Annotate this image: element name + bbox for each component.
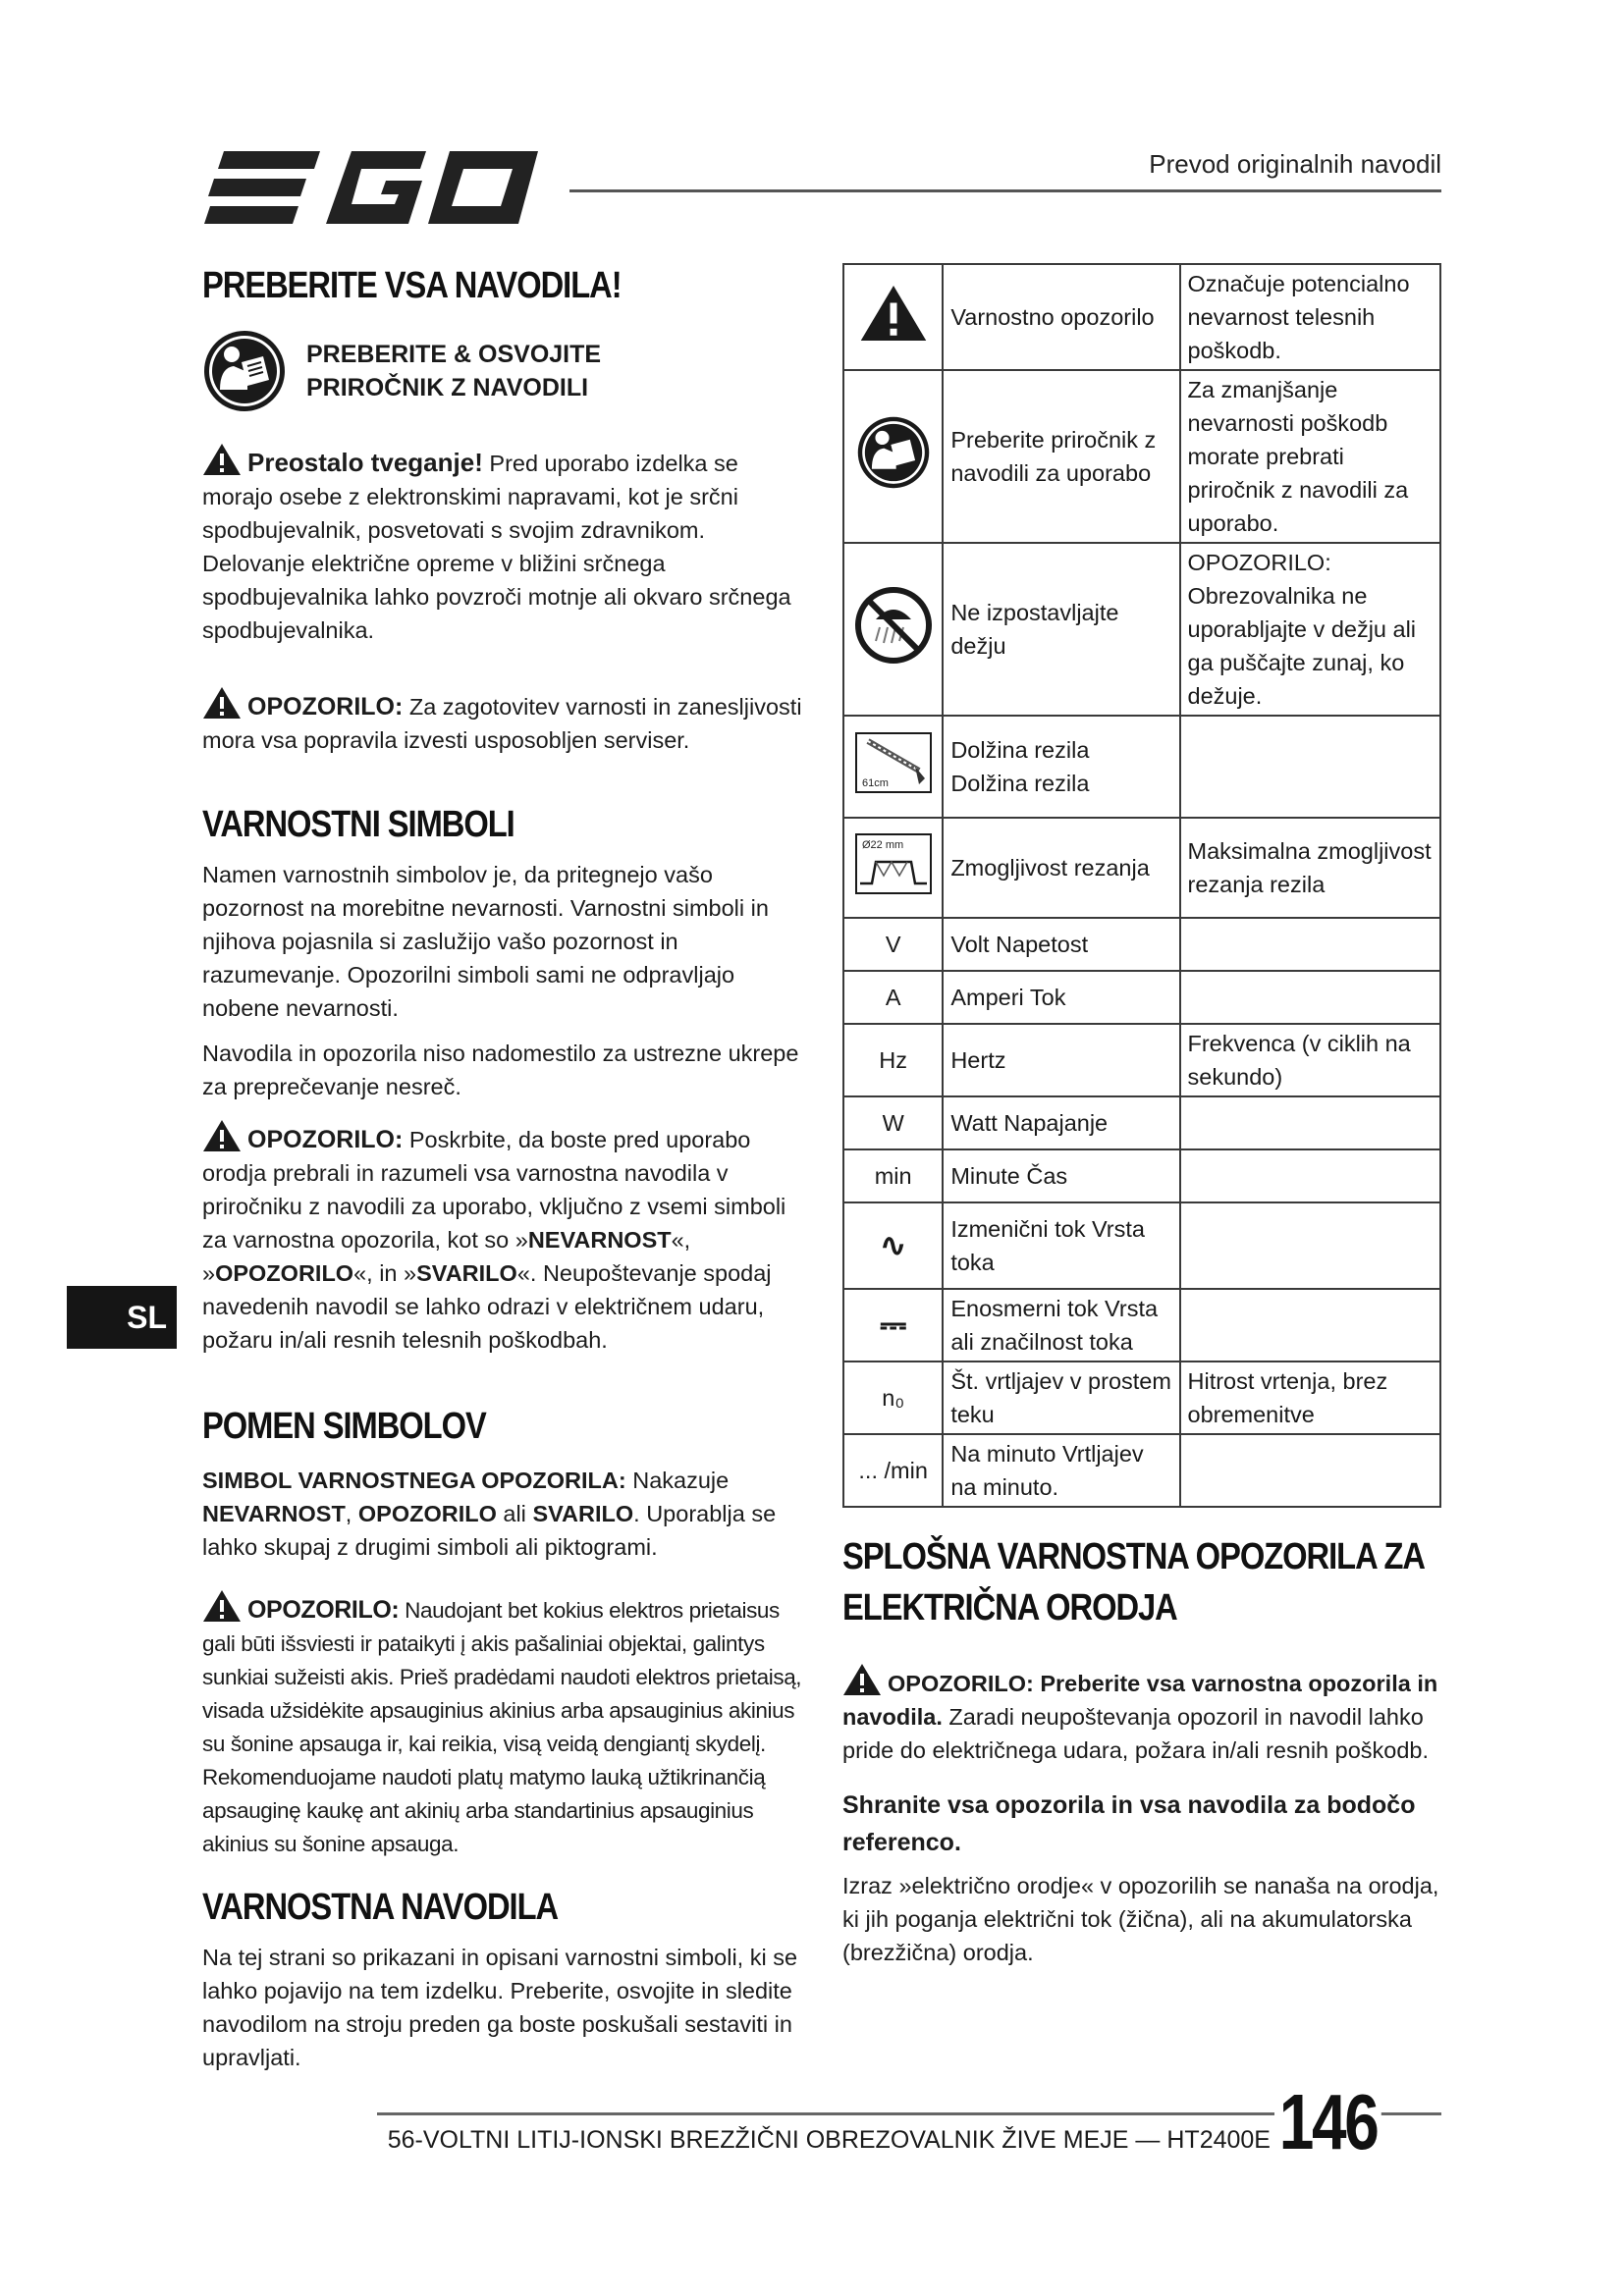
- symbol-cell: [843, 543, 943, 716]
- symbol-name-cell: Na minuto Vrtljajev na minuto.: [943, 1434, 1179, 1507]
- symbol-name-cell: Hertz: [943, 1024, 1179, 1096]
- footer-title: 56-VOLTNI LITIJ-IONSKI BREZŽIČNI OBREZOVALNIK ŽIVE MEJE — HT2400E: [387, 2126, 1271, 2154]
- symbol-description-cell: Frekvenca (v ciklih na sekundo): [1180, 1024, 1441, 1096]
- symbol-table-row: [843, 1434, 1440, 1507]
- symbol-cell: [843, 370, 943, 543]
- keep-instructions-heading: Shranite vsa opozorila in vsa navodila za bodočo referenco.: [842, 1791, 1416, 1856]
- symbol-table-row: [843, 1024, 1440, 1096]
- symbol-table-row: [843, 918, 1440, 971]
- symbol-cell: V: [843, 918, 943, 971]
- symbol-table-row: [843, 1202, 1440, 1289]
- symbol-table-row: [843, 543, 1440, 716]
- header-title: Prevod originalnih navodil: [1149, 149, 1441, 179]
- warning-label: OPOZORILO:: [247, 1126, 404, 1153]
- heading-safety-instructions: VARNOSTNA NAVODILA: [202, 1887, 559, 1928]
- symbol-table-row: [843, 264, 1440, 370]
- warning-body: «, in »: [353, 1260, 417, 1286]
- symbol-table-row: [843, 971, 1440, 1024]
- warning-triangle-icon: [202, 1589, 242, 1623]
- warning-triangle-icon: [202, 686, 242, 720]
- svg-text:Ø22 mm: Ø22 mm: [861, 838, 903, 851]
- read-manual-icon: [202, 329, 287, 413]
- language-tab: SL: [67, 1286, 177, 1349]
- symbol-table-row: [843, 1289, 1440, 1362]
- symbol-cell: ∿: [843, 1202, 943, 1289]
- warning-body: Naudojant bet kokius elektros prietaisus gali būti išsviesti ir pataikyti į akis pašaliniai objektai, galintys sunkiai sužeisti akis. Prieš pradėdami naudoti elektros prietaisą, visada užsidėkite apsauginius akinius arba apsauginius akinius su šonine apsauga ir, kai reikia, visą veidą dengiantį skydelį. Rekomenduojame naudoti platų matymo lauką užtikrinančią apsauginę kaukę ant akinių arba standartinius apsauginius akinius su šonine apsauga.: [202, 1598, 802, 1856]
- header-rule: [569, 189, 1441, 192]
- right-column: [842, 1531, 1441, 1969]
- symbol-cell: [843, 264, 943, 370]
- left-column: [202, 265, 811, 2074]
- symbols-paragraph-2: Navodila in opozorila niso nadomestilo za ustrezne ukrepe za preprečevanje nesreč.: [202, 1041, 799, 1099]
- symbol-table-row: [843, 1149, 1440, 1202]
- warning-label: OPOZORILO:: [247, 693, 404, 721]
- symbol-name-cell: Dolžina rezila Dolžina rezila: [943, 716, 1179, 818]
- residual-risk-body: Pred uporabo izdelka se morajo osebe z elektronskimi napravami, kot je srčni spodbujevalnik, posvetovati s svojim zdravnikom. Delovanje električne opreme v bližini srčnega spodbujevalnika lahko povzroči motnje ali okvaro srčnega spodbujevalnika.: [202, 451, 791, 643]
- read-manual-icon: [856, 415, 931, 490]
- symbol-description-cell: Za zmanjšanje nevarnosti poškodb morate prebrati priročnik z navodili za uporabo.: [1180, 370, 1441, 543]
- meaning-label: SIMBOL VARNOSTNEGA OPOZORILA:: [202, 1468, 626, 1493]
- keyword-danger: NEVARNOST: [527, 1227, 672, 1253]
- meaning-body: ,: [345, 1501, 358, 1526]
- heading-safety-symbols: VARNOSTNI SIMBOLI: [202, 804, 514, 845]
- symbol-name-cell: Izmenični tok Vrsta toka: [943, 1202, 1179, 1289]
- meaning-paragraph: [202, 1464, 811, 1564]
- symbol-name-cell: Volt Napetost: [943, 918, 1179, 971]
- symbol-name-cell: Minute Čas: [943, 1149, 1179, 1202]
- cutting-capacity-icon: [854, 832, 933, 895]
- symbol-table-row: [843, 818, 1440, 918]
- warning-eye-paragraph: [202, 1589, 811, 1861]
- manual-line-2: PRIROČNIK Z NAVODILI: [306, 374, 589, 401]
- symbol-description-cell: [1180, 1149, 1441, 1202]
- symbol-name-cell: Zmogljivost rezanja: [943, 818, 1179, 918]
- heading-symbol-meaning: POMEN SIMBOLOV: [202, 1406, 486, 1447]
- heading-read-instructions: PREBERITE VSA NAVODILA!: [202, 265, 622, 306]
- symbol-description-cell: [1180, 716, 1441, 818]
- symbol-name-cell: Amperi Tok: [943, 971, 1179, 1024]
- meaning-body: Nakazuje: [625, 1468, 730, 1493]
- heading-general-warnings: SPLOŠNA VARNOSTNA OPOZORILA ZA ELEKTRIČNA ORODJA: [842, 1536, 1424, 1629]
- meaning-body: . Uporablja se lahko skupaj z drugimi simboli ali piktogrami.: [202, 1501, 777, 1560]
- general-warning-label: OPOZORILO: Preberite vsa varnostna opozorila in navodila.: [842, 1671, 1438, 1730]
- residual-risk-paragraph: [202, 443, 811, 647]
- symbol-cell: n₀: [843, 1362, 943, 1434]
- warning-triangle-icon: [202, 1119, 242, 1152]
- keyword-warning: OPOZORILO: [357, 1501, 497, 1526]
- symbol-cell: min: [843, 1149, 943, 1202]
- symbol-cell: ⎓: [843, 1289, 943, 1362]
- symbol-description-cell: Hitrost vrtenja, brez obremenitve: [1180, 1362, 1441, 1434]
- blade-length-icon: [854, 731, 933, 794]
- warning-body: Za zagotovitev varnosti in zanesljivosti mora vsa popravila izvesti usposobljen serviser.: [202, 694, 802, 753]
- warning-triangle-icon: [859, 283, 928, 344]
- symbol-name-cell: Preberite priročnik z navodili za uporabo: [943, 370, 1179, 543]
- general-warning-paragraph: [842, 1663, 1441, 1767]
- symbols-paragraph-1: Namen varnostnih simbolov je, da pritegnejo vašo pozornost na morebitne nevarnosti. Varnostni simboli in njihova pojasnila si zaslužijo vašo pozornost in razumevanje. Opozorilni simboli sami ne odpravljajo nobene nevarnosti.: [202, 862, 769, 1021]
- symbol-name-cell: Varnostno opozorilo: [943, 264, 1179, 370]
- symbol-description-cell: OPOZORILO: Obrezovalnika ne uporabljajte v dežju ali ga puščajte zunaj, ko dežuje.: [1180, 543, 1441, 716]
- instructions-paragraph: Na tej strani so prikazani in opisani varnostni simboli, ki se lahko pojavijo na tem izdelku. Preberite, osvojite in sledite navodilom na stroju preden ga boste poskušali sestaviti in upravljati.: [202, 1945, 798, 2070]
- residual-risk-title: Preostalo tveganje!: [247, 448, 483, 477]
- symbol-description-cell: Maksimalna zmogljivost rezanja rezila: [1180, 818, 1441, 918]
- keyword-danger: NEVARNOST: [202, 1501, 346, 1526]
- symbol-cell: Hz: [843, 1024, 943, 1096]
- symbol-name-cell: Št. vrtljajev v prostem teku: [943, 1362, 1179, 1434]
- symbol-name-cell: Ne izpostavljajte dežju: [943, 543, 1179, 716]
- symbol-cell: W: [843, 1096, 943, 1149]
- symbol-name-cell: Watt Napajanje: [943, 1096, 1179, 1149]
- symbol-description-cell: [1180, 1289, 1441, 1362]
- warning-body: Poskrbite, da boste pred uporabo orodja prebrali in razumeli vsa varnostna navodila v priročniku z navodili za uporabo, vključno z vsemi simboli za varnostna opozorila, kot so »: [202, 1127, 786, 1253]
- read-manual-block: [202, 329, 811, 413]
- warning-body: «. Neupoštevanje spodaj navedenih navodil se lahko odrazi v električnem udaru, požaru in/ali resnih telesnih poškodbah.: [202, 1260, 772, 1353]
- svg-text:61cm: 61cm: [861, 776, 889, 789]
- meaning-body: ali: [496, 1501, 533, 1526]
- ego-logo: [204, 145, 538, 232]
- symbol-description-cell: [1180, 1202, 1441, 1289]
- warning-read-paragraph: [202, 1119, 811, 1357]
- no-rain-icon: [854, 586, 933, 665]
- manual-line-1: PREBERITE & OSVOJITE: [306, 341, 602, 368]
- warning-triangle-icon: [202, 443, 242, 476]
- keyword-caution: SVARILO: [416, 1260, 517, 1286]
- warning-body: «, »: [202, 1227, 691, 1286]
- symbol-description-cell: Označuje potencialno nevarnost telesnih poškodb.: [1180, 264, 1441, 370]
- page-number: 146: [1274, 2077, 1381, 2167]
- warning-repairs-paragraph: [202, 686, 811, 757]
- keyword-warning: OPOZORILO: [215, 1260, 354, 1286]
- symbol-description-cell: [1180, 1434, 1441, 1507]
- symbol-description-cell: [1180, 971, 1441, 1024]
- symbol-cell: ... /min: [843, 1434, 943, 1507]
- symbol-description-cell: [1180, 918, 1441, 971]
- symbol-cell: A: [843, 971, 943, 1024]
- symbol-table-row: [843, 1362, 1440, 1434]
- general-warning-body: Zaradi neupoštevanja opozoril in navodil lahko pride do električnega udara, požara in/ali resnih poškodb.: [842, 1704, 1430, 1763]
- symbol-description-cell: [1180, 1096, 1441, 1149]
- symbol-table: [842, 263, 1441, 1508]
- symbol-table-row: [843, 716, 1440, 818]
- symbol-table-row: [843, 1096, 1440, 1149]
- warning-label: OPOZORILO:: [247, 1596, 400, 1624]
- power-tool-definition: Izraz »električno orodje« v opozorilih se nanaša na orodja, ki jih poganja električni tok (žična), ali na akumulatorska (brezžična) orodja.: [842, 1873, 1439, 1965]
- symbol-cell: [843, 818, 943, 918]
- symbol-name-cell: Enosmerni tok Vrsta ali značilnost toka: [943, 1289, 1179, 1362]
- symbol-table-row: [843, 370, 1440, 543]
- warning-triangle-icon: [842, 1663, 882, 1696]
- keyword-caution: SVARILO: [532, 1501, 634, 1526]
- symbol-cell: [843, 716, 943, 818]
